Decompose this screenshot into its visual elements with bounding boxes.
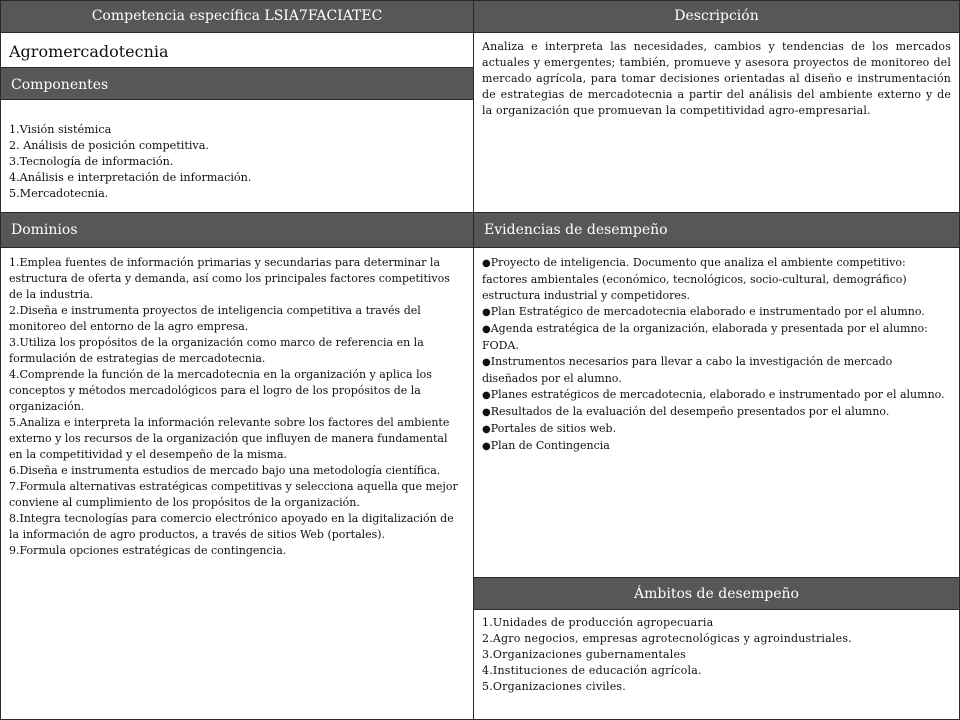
componente-item: 1.Visión sistémica <box>9 123 112 136</box>
evidencia-text: Planes estratégicos de mercadotecnia, elaborado e instrumentado por el alumno. <box>490 388 945 401</box>
dominio-item: 8.Integra tecnologías para comercio electrónico apoyado en la digitalización de la información de agro productos, a través de sitios Web (portales). <box>9 512 454 541</box>
bullet-icon: ● <box>482 324 491 335</box>
evidencia-item <box>482 404 949 421</box>
header-evidencias-label: Evidencias de desempeño <box>484 222 668 238</box>
dominio-item: 3.Utiliza los propósitos de la organización como marco de referencia en la formulación de estrategias de mercadotecnia. <box>9 336 424 365</box>
dominios-list <box>9 255 463 559</box>
evidencia-item <box>482 304 949 321</box>
componente-item: 4.Análisis e interpretación de información. <box>9 171 252 184</box>
dominios-cell <box>0 247 474 720</box>
evidencia-text: Proyecto de inteligencia. Documento que analiza el ambiente competitivo: factores ambientales (económico, tecnológicos, socio-cultural, demográfico) estructura industrial y competidores. <box>482 256 907 302</box>
evidencia-text: Plan Estratégico de mercadotecnia elaborado e instrumentado por el alumno. <box>490 305 925 318</box>
bullet-icon: ● <box>482 424 491 435</box>
evidencia-item <box>482 421 949 438</box>
dominio-item: 4.Comprende la función de la mercadotecnia en la organización y aplica los conceptos y métodos mercadológicos para el logro de los propósitos de la organización. <box>9 368 432 413</box>
dominio-item: 6.Diseña e instrumenta estudios de mercado bajo una metodología científica. <box>9 464 441 477</box>
evidencia-item <box>482 438 949 455</box>
componentes-list <box>9 122 465 202</box>
header-componentes-label: Componentes <box>11 77 109 93</box>
evidencia-text: Portales de sitios web. <box>490 422 617 435</box>
evidencia-item <box>482 255 949 304</box>
bullet-icon: ● <box>482 441 491 452</box>
competencia-nombre-text: Agromercadotecnia <box>9 42 169 61</box>
header-ambitos <box>473 577 960 610</box>
bullet-icon: ● <box>482 307 491 318</box>
bullet-icon: ● <box>482 258 491 269</box>
ambito-item: 1.Unidades de producción agropecuaria <box>482 616 714 629</box>
dominio-item: 1.Emplea fuentes de información primarias y secundarias para determinar la estructura de oferta y demanda, así como los principales factores competitivos de la industria. <box>9 256 450 301</box>
descripcion-cell <box>473 32 960 213</box>
evidencia-item <box>482 321 949 354</box>
ambito-item: 2.Agro negocios, empresas agrotecnológicas y agroindustriales. <box>482 632 852 645</box>
header-ambitos-label: Ámbitos de desempeño <box>634 586 799 602</box>
evidencia-text: Agenda estratégica de la organización, elaborada y presentada por el alumno: FODA. <box>482 322 928 352</box>
descripcion-text: Analiza e interpreta las necesidades, cambios y tendencias de los mercados actuales y emergentes; también, promueve y asesora proyectos de monitoreo del mercado agrícola, para tomar decisiones orientadas al diseño e instrumentación de estrategias de mercadotecnia a partir del análisis del ambiente externo y de la organización que promuevan la competitividad agro-empresarial. <box>482 40 951 117</box>
evidencia-item <box>482 354 949 387</box>
evidencia-text: Instrumentos necesarios para llevar a cabo la investigación de mercado diseñados por el alumno. <box>482 355 893 385</box>
header-competencia-label: Competencia específica LSIA7FACIATEC <box>91 8 383 24</box>
ambito-item: 3.Organizaciones gubernamentales <box>482 648 687 661</box>
evidencia-item <box>482 387 949 404</box>
bullet-icon: ● <box>482 390 491 401</box>
header-descripcion <box>473 0 960 33</box>
dominio-item: 9.Formula opciones estratégicas de contingencia. <box>9 544 287 557</box>
dominio-item: 2.Diseña e instrumenta proyectos de inteligencia competitiva a través del monitoreo del entorno de la agro empresa. <box>9 304 421 333</box>
ambitos-cell <box>473 609 960 720</box>
header-dominios-label: Dominios <box>11 222 78 238</box>
ambitos-list <box>482 615 951 695</box>
componente-item: 3.Tecnología de información. <box>9 155 174 168</box>
bullet-icon: ● <box>482 407 491 418</box>
ambito-item: 4.Instituciones de educación agrícola. <box>482 664 702 677</box>
header-competencia <box>0 0 474 33</box>
ambito-item: 5.Organizaciones civiles. <box>482 680 626 693</box>
dominio-item: 7.Formula alternativas estratégicas competitivas y selecciona aquella que mejor conviene al cumplimiento de los propósitos de la organización. <box>9 480 458 509</box>
evidencias-cell <box>473 247 960 578</box>
header-descripcion-label: Descripción <box>674 8 759 24</box>
evidencias-list <box>482 255 949 455</box>
evidencia-text: Plan de Contingencia <box>490 439 610 452</box>
header-componentes <box>0 67 474 100</box>
componentes-cell <box>0 99 474 213</box>
header-dominios <box>0 212 474 248</box>
bullet-icon: ● <box>482 357 491 368</box>
dominio-item: 5.Analiza e interpreta la información relevante sobre los factores del ambiente externo y los recursos de la organización que influyen de manera fundamental en la competitividad y el desempeño de la misma. <box>9 416 450 461</box>
componente-item: 5.Mercadotecnia. <box>9 187 109 200</box>
evidencia-text: Resultados de la evaluación del desempeño presentados por el alumno. <box>490 405 890 418</box>
componente-item: 2. Análisis de posición competitiva. <box>9 139 209 152</box>
header-evidencias <box>473 212 960 248</box>
competencia-nombre <box>0 32 474 68</box>
